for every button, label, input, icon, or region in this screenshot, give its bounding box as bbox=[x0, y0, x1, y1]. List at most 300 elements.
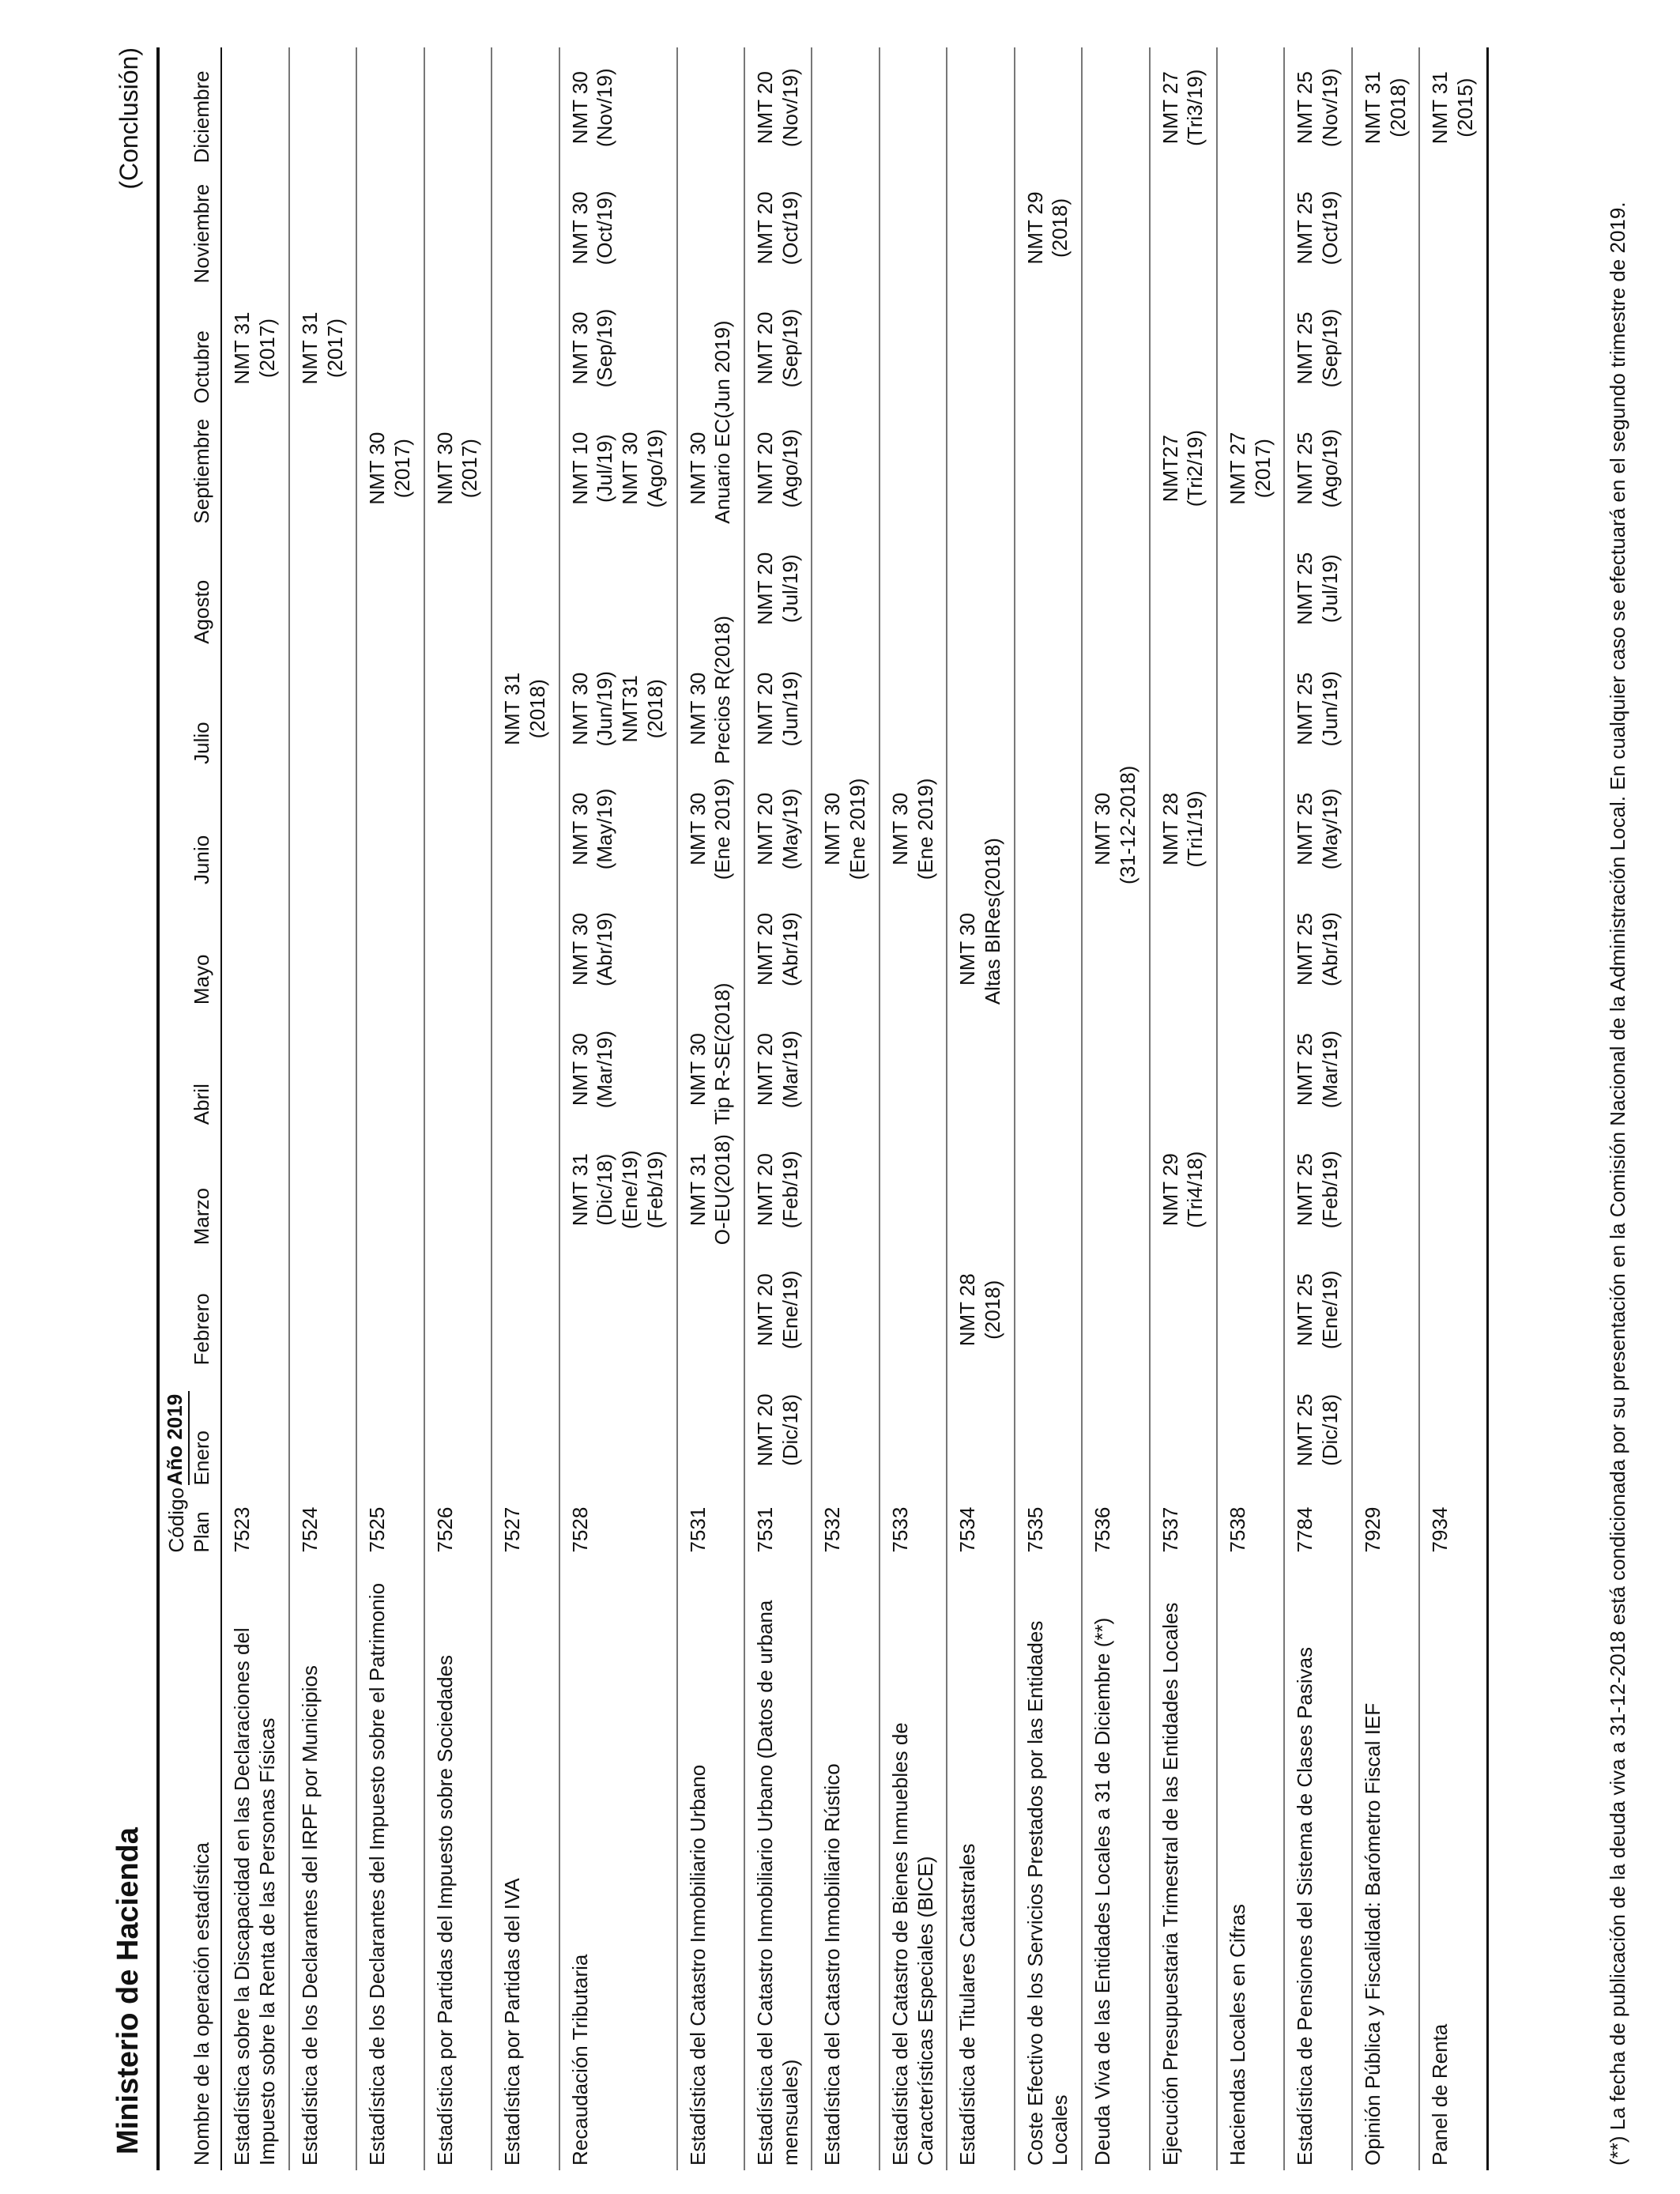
operation-name: Estadística por Partidas del IVA bbox=[492, 1557, 559, 2170]
operation-name: Haciendas Locales en Cifras bbox=[1217, 1557, 1284, 2170]
month-cell bbox=[1352, 649, 1419, 769]
header-name: Nombre de la operación estadística bbox=[190, 1557, 222, 2170]
month-cell bbox=[1082, 1250, 1149, 1370]
month-cell bbox=[289, 168, 356, 288]
release-entry: NMT 20 bbox=[752, 432, 777, 505]
month-cell bbox=[492, 1370, 559, 1490]
month-cell bbox=[356, 409, 424, 529]
month-cell bbox=[221, 47, 288, 168]
plan-code: 7536 bbox=[1082, 1490, 1149, 1557]
release-entry: (Nov/19) bbox=[593, 68, 617, 148]
month-cell bbox=[812, 1370, 879, 1490]
release-entry: NMT 29 bbox=[1158, 1153, 1182, 1227]
header-month: Febrero bbox=[190, 1250, 222, 1370]
plan-code: 7523 bbox=[221, 1490, 288, 1557]
month-cell bbox=[812, 1250, 879, 1370]
release-entry: (Sep/19) bbox=[1318, 308, 1343, 388]
table-row bbox=[1082, 47, 1149, 2170]
release-entry: NMT 31 bbox=[1360, 71, 1384, 145]
release-entry: NMT 25 bbox=[1293, 311, 1317, 385]
operation-name: Estadística de Titulares Catastrales bbox=[947, 1557, 1014, 2170]
month-cell bbox=[1082, 529, 1149, 649]
plan-code: 7784 bbox=[1284, 1490, 1351, 1557]
month-cell bbox=[492, 1129, 559, 1250]
release-entry: (Dic/18) bbox=[593, 1153, 617, 1226]
release-entry: NMT 30 bbox=[618, 432, 642, 505]
month-cell bbox=[812, 1009, 879, 1129]
month-cell bbox=[1015, 649, 1082, 769]
month-cell bbox=[880, 168, 947, 288]
plan-code: 7531 bbox=[744, 1490, 812, 1557]
release-entry: NMT 30 bbox=[567, 1033, 592, 1106]
header-month: Abril bbox=[190, 1009, 222, 1129]
operation-name: Estadística del Catastro Inmobiliario Rústico bbox=[812, 1557, 879, 2170]
month-cell bbox=[221, 1250, 288, 1370]
release-entry: (Ago/19) bbox=[642, 428, 667, 508]
month-cell bbox=[744, 889, 812, 1009]
header-month: Mayo bbox=[190, 889, 222, 1009]
plan-code: 7934 bbox=[1419, 1490, 1487, 1557]
release-entry: (Mar/19) bbox=[1318, 1030, 1343, 1109]
month-cell bbox=[1352, 168, 1419, 288]
release-entry: NMT 30 bbox=[685, 1033, 710, 1106]
month-cell bbox=[1082, 288, 1149, 409]
month-cell bbox=[492, 769, 559, 889]
month-cell bbox=[424, 769, 492, 889]
month-cell bbox=[677, 769, 744, 889]
release-entry: NMT 20 bbox=[752, 913, 777, 986]
month-cell bbox=[744, 649, 812, 769]
release-entry: (Jul/19) bbox=[1318, 554, 1343, 624]
title-row bbox=[101, 47, 149, 2170]
operation-name: Estadística del Catastro Inmobiliario Urbano bbox=[677, 1557, 744, 2170]
release-entry: Altas BIRes(2018) bbox=[980, 838, 1004, 1005]
month-cell bbox=[559, 1129, 677, 1250]
month-cell bbox=[289, 1009, 356, 1129]
month-cell bbox=[947, 649, 1014, 769]
table-row bbox=[492, 47, 559, 2170]
release-entry: (Mar/19) bbox=[593, 1030, 617, 1109]
year-label: Año 2019 bbox=[163, 1391, 190, 1486]
release-entry: (Ago/19) bbox=[1318, 428, 1343, 508]
release-entry: (Abr/19) bbox=[593, 912, 617, 986]
release-entry: NMT 25 bbox=[1293, 1393, 1317, 1467]
month-cell bbox=[1082, 168, 1149, 288]
month-cell bbox=[289, 288, 356, 409]
release-entry: (Tri1/19) bbox=[1183, 790, 1207, 868]
month-cell bbox=[947, 1009, 1014, 1129]
month-cell bbox=[289, 529, 356, 649]
release-entry: (Jun/19) bbox=[593, 671, 617, 747]
month-cell bbox=[1150, 649, 1217, 769]
month-cell bbox=[221, 889, 288, 1009]
release-entry: (Ago/19) bbox=[778, 428, 802, 508]
month-cell bbox=[424, 288, 492, 409]
month-cell bbox=[1419, 288, 1487, 409]
month-cell bbox=[1352, 47, 1419, 168]
release-entry: O-EU(2018) bbox=[710, 1134, 735, 1246]
month-cell bbox=[1352, 1009, 1419, 1129]
plan-code: 7525 bbox=[356, 1490, 424, 1557]
release-entry: (Dic/18) bbox=[778, 1393, 802, 1466]
month-cell bbox=[1284, 1250, 1351, 1370]
release-entry: NMT 31 bbox=[500, 672, 525, 745]
month-cell bbox=[1082, 1009, 1149, 1129]
release-entry: (2018) bbox=[525, 679, 549, 739]
month-cell bbox=[880, 529, 947, 649]
month-cell bbox=[1284, 409, 1351, 529]
month-cell bbox=[492, 1009, 559, 1129]
table-row bbox=[744, 47, 812, 2170]
release-entry: (2018) bbox=[980, 1280, 1004, 1340]
month-cell bbox=[1082, 765, 1149, 889]
month-cell bbox=[947, 288, 1014, 409]
release-entry: NMT 30 bbox=[567, 672, 592, 745]
month-cell bbox=[1082, 1129, 1149, 1250]
month-cell bbox=[947, 1370, 1014, 1490]
month-cell bbox=[1082, 47, 1149, 168]
month-cell bbox=[744, 1370, 812, 1490]
month-cell bbox=[744, 1250, 812, 1370]
release-entry: NMT 30 bbox=[432, 432, 457, 505]
month-cell bbox=[1150, 409, 1217, 529]
release-entry: NMT 20 bbox=[752, 1273, 777, 1347]
operation-name: Coste Efectivo de los Servicios Prestados por las Entidades Locales bbox=[1015, 1557, 1082, 2170]
release-entry: NMT 31 bbox=[567, 1153, 592, 1227]
release-entry: (Abr/19) bbox=[778, 912, 802, 986]
release-entry: (Jun/19) bbox=[1318, 671, 1343, 747]
release-entry: NMT 25 bbox=[1293, 913, 1317, 986]
release-entry: (Ene/19) bbox=[778, 1270, 802, 1350]
month-cell bbox=[1419, 409, 1487, 529]
month-cell bbox=[1284, 529, 1351, 649]
month-cell bbox=[492, 1250, 559, 1370]
release-entry: (Nov/19) bbox=[1318, 68, 1343, 148]
month-cell bbox=[1352, 1370, 1419, 1490]
release-entry: NMT 25 bbox=[1293, 1033, 1317, 1106]
release-entry: NMT 27 bbox=[1158, 71, 1182, 145]
month-cell bbox=[1352, 288, 1419, 409]
month-cell bbox=[677, 320, 744, 529]
month-cell bbox=[1419, 769, 1487, 889]
month-cell bbox=[1217, 409, 1284, 529]
operation-name: Recaudación Tributaria bbox=[559, 1557, 677, 2170]
release-entry: NMT 30 bbox=[567, 311, 592, 385]
month-cell bbox=[221, 1129, 288, 1250]
release-entry: (2017) bbox=[390, 439, 415, 499]
release-entry: NMT 28 bbox=[1158, 792, 1182, 865]
month-cell bbox=[424, 1250, 492, 1370]
month-cell bbox=[744, 1009, 812, 1129]
month-cell bbox=[356, 769, 424, 889]
month-cell bbox=[880, 769, 947, 889]
release-entry: Precios R(2018) bbox=[710, 616, 735, 764]
month-cell bbox=[221, 1370, 288, 1490]
month-cell bbox=[356, 1250, 424, 1370]
plan-code: 7533 bbox=[880, 1490, 947, 1557]
month-cell bbox=[677, 1129, 744, 1250]
header-month: Agosto bbox=[190, 529, 222, 649]
header-code-bottom: Plan bbox=[190, 1490, 222, 1557]
month-cell bbox=[424, 409, 492, 529]
month-cell bbox=[1015, 168, 1082, 288]
month-cell bbox=[880, 1250, 947, 1370]
month-cell bbox=[1082, 1370, 1149, 1490]
operations-table bbox=[156, 47, 1489, 2170]
month-cell bbox=[424, 1009, 492, 1129]
month-cell bbox=[221, 409, 288, 529]
header-month: Junio bbox=[190, 769, 222, 889]
header-month: Enero bbox=[190, 1370, 222, 1490]
release-entry: (Sep/19) bbox=[593, 308, 617, 388]
table-row bbox=[1015, 47, 1082, 2170]
release-entry: NMT 31 bbox=[1428, 71, 1452, 145]
table-row bbox=[1217, 47, 1284, 2170]
release-entry: (2018) bbox=[642, 679, 667, 739]
release-entry: (Ene/19) bbox=[1318, 1270, 1343, 1350]
month-cell bbox=[947, 1250, 1014, 1370]
release-entry: NMT 30 bbox=[685, 672, 710, 745]
release-entry: NMT 25 bbox=[1293, 432, 1317, 505]
header-month: Octubre bbox=[190, 288, 222, 409]
month-cell bbox=[1015, 529, 1082, 649]
month-cell bbox=[492, 889, 559, 1009]
month-cell bbox=[424, 529, 492, 649]
release-entry: (Jun/19) bbox=[778, 671, 802, 747]
release-entry: NMT 20 bbox=[752, 311, 777, 385]
release-entry: NMT 31 bbox=[230, 311, 254, 385]
table-row bbox=[947, 47, 1014, 2170]
plan-code: 7534 bbox=[947, 1490, 1014, 1557]
release-entry: NMT 20 bbox=[752, 672, 777, 745]
conclusion-label: (Conclusión) bbox=[115, 47, 143, 190]
month-cell bbox=[1015, 1370, 1082, 1490]
release-entry: NMT 30 bbox=[567, 71, 592, 145]
month-cell bbox=[947, 1129, 1014, 1250]
release-entry: NMT 20 bbox=[752, 1033, 777, 1106]
release-entry: NMT 30 bbox=[887, 792, 912, 865]
month-cell bbox=[677, 1250, 744, 1370]
release-entry: (Tri4/18) bbox=[1183, 1151, 1207, 1228]
release-entry: Tip R-SE(2018) bbox=[710, 982, 735, 1125]
operation-name: Estadística de los Declarantes del Impuesto sobre el Patrimonio bbox=[356, 1557, 424, 2170]
header-month: Marzo bbox=[190, 1129, 222, 1250]
header-spacer-name bbox=[158, 1557, 190, 2170]
month-cell bbox=[1217, 47, 1284, 168]
month-cell bbox=[356, 1370, 424, 1490]
month-cell bbox=[1217, 1009, 1284, 1129]
release-entry: NMT 25 bbox=[1293, 792, 1317, 865]
release-entry: NMT 30 bbox=[567, 191, 592, 265]
operation-name: Estadística de Pensiones del Sistema de Clases Pasivas bbox=[1284, 1557, 1351, 2170]
month-cell bbox=[356, 649, 424, 769]
month-cell bbox=[1284, 288, 1351, 409]
month-cell bbox=[221, 1009, 288, 1129]
month-cell bbox=[559, 168, 677, 288]
release-entry: NMT 25 bbox=[1293, 1153, 1317, 1227]
month-cell bbox=[1015, 889, 1082, 1009]
month-cell bbox=[1284, 769, 1351, 889]
release-entry: (Dic/18) bbox=[1318, 1393, 1343, 1466]
month-cell bbox=[880, 47, 947, 168]
month-cell bbox=[677, 168, 744, 288]
month-cell bbox=[744, 529, 812, 649]
month-cell bbox=[356, 168, 424, 288]
month-cell bbox=[1217, 1250, 1284, 1370]
release-entry: (Tri2/19) bbox=[1183, 430, 1207, 507]
month-cell bbox=[1419, 168, 1487, 288]
release-entry: NMT 30 bbox=[567, 913, 592, 986]
month-cell bbox=[812, 168, 879, 288]
month-cell bbox=[677, 616, 744, 769]
release-entry: NMT 31 bbox=[685, 1153, 710, 1227]
month-cell bbox=[356, 529, 424, 649]
month-cell bbox=[1419, 47, 1487, 168]
month-cell bbox=[744, 409, 812, 529]
release-entry: NMT 20 bbox=[752, 1153, 777, 1227]
month-cell bbox=[812, 47, 879, 168]
operation-name: Estadística sobre la Discapacidad en las Declaraciones del Impuesto sobre la Renta de las Personas Físicas bbox=[221, 1557, 288, 2170]
release-entry: (Nov/19) bbox=[778, 68, 802, 148]
release-entry: NMT 29 bbox=[1023, 191, 1047, 265]
month-cell bbox=[1284, 1370, 1351, 1490]
month-cell bbox=[1082, 649, 1149, 769]
month-cell bbox=[812, 409, 879, 529]
release-entry: (2017) bbox=[1250, 439, 1275, 499]
month-cell bbox=[947, 409, 1014, 529]
release-entry: NMT 30 bbox=[685, 792, 710, 865]
month-cell bbox=[1150, 529, 1217, 649]
release-entry: NMT 30 bbox=[365, 432, 390, 505]
plan-code: 7532 bbox=[812, 1490, 879, 1557]
release-entry: (2017) bbox=[255, 318, 280, 379]
plan-code: 7528 bbox=[559, 1490, 677, 1557]
month-cell bbox=[492, 288, 559, 409]
month-cell bbox=[947, 47, 1014, 168]
month-cell bbox=[1015, 409, 1082, 529]
release-entry: NMT 25 bbox=[1293, 672, 1317, 745]
plan-code: 7531 bbox=[677, 1490, 744, 1557]
month-cell bbox=[1150, 288, 1217, 409]
month-cell bbox=[1419, 889, 1487, 1009]
release-entry: NMT 10 bbox=[567, 432, 592, 505]
month-cell bbox=[1352, 769, 1419, 889]
release-entry: (Oct/19) bbox=[778, 190, 802, 266]
release-entry: (Ene 2019) bbox=[846, 778, 870, 880]
month-cell bbox=[492, 649, 559, 769]
month-cell bbox=[1284, 1129, 1351, 1250]
month-cell bbox=[1150, 168, 1217, 288]
month-cell bbox=[947, 838, 1014, 1009]
release-entry: (May/19) bbox=[1318, 788, 1343, 870]
release-entry: NMT 20 bbox=[752, 71, 777, 145]
table-row bbox=[289, 47, 356, 2170]
month-cell bbox=[356, 1009, 424, 1129]
table-row bbox=[812, 47, 879, 2170]
operation-name: Ejecución Presupuestaria Trimestral de las Entidades Locales bbox=[1150, 1557, 1217, 2170]
release-entry: NMT 25 bbox=[1293, 552, 1317, 625]
release-entry: NMT 28 bbox=[955, 1273, 980, 1347]
month-cell bbox=[1015, 47, 1082, 168]
month-cell bbox=[289, 409, 356, 529]
table-row bbox=[356, 47, 424, 2170]
table-row bbox=[221, 47, 288, 2170]
month-cell bbox=[812, 889, 879, 1009]
operation-name: Opinión Pública y Fiscalidad: Barómetro Fiscal IEF bbox=[1352, 1557, 1419, 2170]
month-cell bbox=[880, 649, 947, 769]
month-cell bbox=[492, 168, 559, 288]
table-row bbox=[1150, 47, 1217, 2170]
month-cell bbox=[1217, 168, 1284, 288]
month-cell bbox=[1352, 1129, 1419, 1250]
release-entry: (May/19) bbox=[778, 788, 802, 870]
release-entry: NMT 30 bbox=[820, 792, 845, 865]
table-row bbox=[424, 47, 492, 2170]
release-entry: NMT31 bbox=[618, 675, 642, 743]
month-cell bbox=[289, 1250, 356, 1370]
operation-name: Deuda Viva de las Entidades Locales a 31 de Diciembre (**) bbox=[1082, 1557, 1149, 2170]
month-cell bbox=[221, 649, 288, 769]
month-cell bbox=[1284, 1009, 1351, 1129]
month-cell bbox=[1082, 409, 1149, 529]
month-cell bbox=[1015, 769, 1082, 889]
table-row bbox=[677, 47, 744, 2170]
month-cell bbox=[677, 982, 744, 1129]
release-entry: NMT 27 bbox=[1226, 432, 1249, 505]
month-cell bbox=[492, 47, 559, 168]
month-cell bbox=[1015, 1250, 1082, 1370]
month-cell bbox=[559, 649, 677, 769]
release-entry: NMT 20 bbox=[752, 1393, 777, 1467]
release-entry: (Ene 2019) bbox=[710, 778, 735, 880]
release-entry: (Oct/19) bbox=[1318, 190, 1343, 266]
month-cell bbox=[1150, 1009, 1217, 1129]
operation-name: Panel de Renta bbox=[1419, 1557, 1487, 2170]
month-cell bbox=[677, 1370, 744, 1490]
month-cell bbox=[880, 288, 947, 409]
release-entry: NMT 20 bbox=[752, 552, 777, 625]
month-cell bbox=[1150, 1370, 1217, 1490]
month-cell bbox=[812, 649, 879, 769]
month-cell bbox=[1217, 649, 1284, 769]
month-cell bbox=[947, 168, 1014, 288]
month-cell bbox=[677, 47, 744, 168]
month-cell bbox=[1150, 47, 1217, 168]
month-cell bbox=[221, 769, 288, 889]
month-cell bbox=[356, 288, 424, 409]
month-cell bbox=[812, 288, 879, 409]
release-entry: (31-12-2018) bbox=[1115, 765, 1139, 884]
month-cell bbox=[812, 529, 879, 649]
month-cell bbox=[289, 47, 356, 168]
month-cell bbox=[492, 529, 559, 649]
month-cell bbox=[559, 889, 677, 1009]
month-cell bbox=[1217, 769, 1284, 889]
month-cell bbox=[744, 769, 812, 889]
plan-code: 7524 bbox=[289, 1490, 356, 1557]
month-cell bbox=[559, 769, 677, 889]
month-cell bbox=[424, 1129, 492, 1250]
month-cell bbox=[1015, 1129, 1082, 1250]
plan-code: 7537 bbox=[1150, 1490, 1217, 1557]
header-code-top: Código bbox=[158, 1490, 190, 1557]
month-cell bbox=[1015, 1009, 1082, 1129]
release-entry: NMT 30 bbox=[1090, 792, 1115, 865]
release-entry: NMT27 bbox=[1158, 435, 1182, 503]
operation-name: Estadística del Catastro Inmobiliario Urbano (Datos de urbana mensuales) bbox=[744, 1557, 812, 2170]
release-entry: (Feb/19) bbox=[778, 1151, 802, 1229]
month-cell bbox=[424, 168, 492, 288]
